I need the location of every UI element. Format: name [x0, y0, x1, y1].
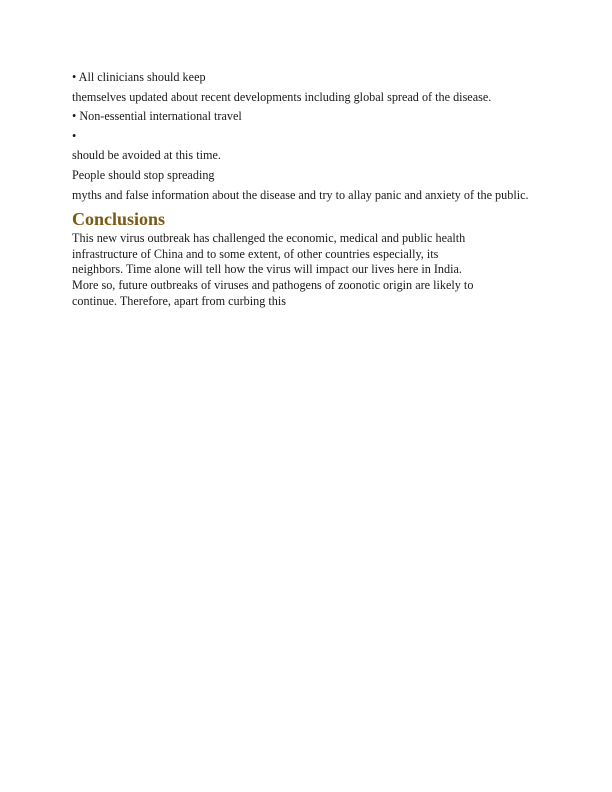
conclusion-line: More so, future outbreaks of viruses and pathogens of zoonotic origin are likely to: [72, 277, 474, 292]
paragraph-stop-spreading: People should stop spreading: [72, 167, 215, 182]
conclusions-body: [72, 231, 542, 309]
paragraph-updates: themselves updated about recent developments including global spread of the disease.: [72, 89, 492, 104]
bullet-empty: •: [72, 128, 77, 143]
conclusion-line: neighbors. Time alone will tell how the virus will impact our lives here in India.: [72, 262, 462, 277]
conclusion-line: infrastructure of China and to some extent, of other countries especially, its: [72, 246, 439, 261]
document-page: [72, 70, 542, 309]
paragraph-avoid: should be avoided at this time.: [72, 148, 221, 163]
section-heading-conclusions: Conclusions: [72, 209, 166, 230]
paragraph-myths: myths and false information about the disease and try to allay panic and anxiety of the public.: [72, 187, 529, 202]
bullet-travel: • Non-essential international travel: [72, 109, 242, 124]
bullet-clinicians: • All clinicians should keep: [72, 70, 206, 84]
conclusion-line: continue. Therefore, apart from curbing this: [72, 293, 286, 308]
conclusion-line: This new virus outbreak has challenged the economic, medical and public health: [72, 231, 466, 246]
